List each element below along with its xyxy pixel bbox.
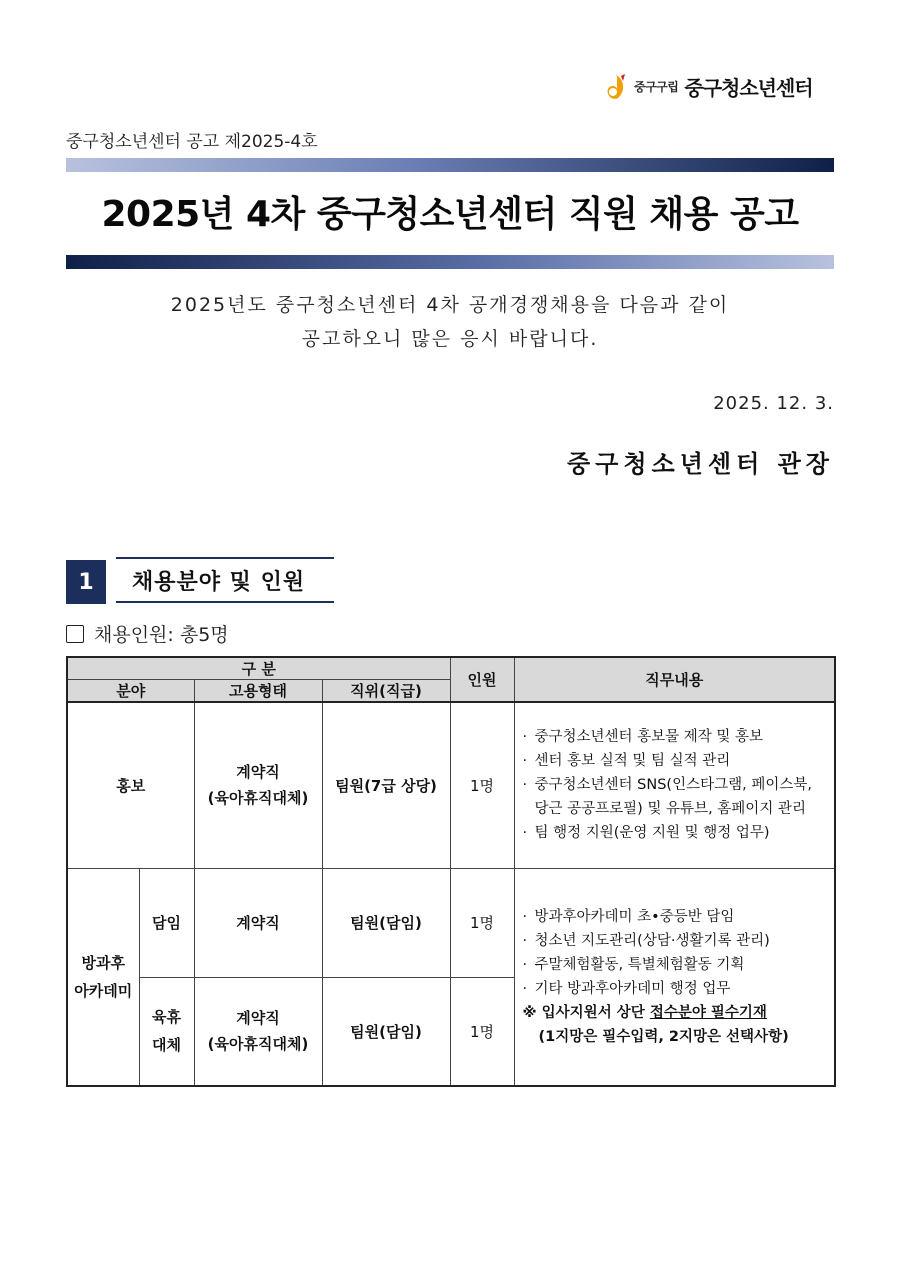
header-group: 구 분: [67, 657, 450, 680]
recruit-count: 채용인원: 총5명: [94, 624, 229, 646]
field-pr: 홍보: [67, 702, 194, 868]
section-title: 채용분야 및 인원: [116, 557, 334, 603]
top-gradient-bar: [66, 158, 834, 172]
sub-leave-line2: 대체: [152, 1036, 181, 1055]
duty-item: · 청소년 지도관리(상담·생활기록 관리): [523, 929, 827, 953]
table-row: [67, 868, 835, 977]
employment-pr-line2: (육아휴직대체): [207, 789, 309, 808]
recruit-count-line: [66, 620, 229, 647]
table-row: [67, 702, 835, 868]
headcount-pr: 1명: [450, 702, 514, 868]
intro-line-2: 공고하오니 많은 응시 바랍니다.: [301, 328, 599, 350]
checkbox-icon: [66, 625, 84, 643]
position-pr: 팀원(7급 상당): [322, 702, 450, 868]
field-academy: [67, 868, 139, 1086]
duty-item: · 중구청소년센터 SNS(인스타그램, 페이스북, 당근 공공프로필) 및 유튜브, 홈페이지 관리: [523, 773, 827, 821]
employment-homeroom: 계약직: [194, 868, 322, 977]
duties-pr: [514, 702, 835, 868]
intro-text: [66, 288, 834, 356]
note-prefix: ※ 입사지원서 상단: [522, 1004, 650, 1021]
duty-item: · 중구청소년센터 홍보물 제작 및 홍보: [523, 725, 827, 749]
notice-number: 중구청소년센터 공고 제2025-4호: [66, 132, 318, 152]
employment-pr: [194, 702, 322, 868]
intro-line-1: 2025년도 중구청소년센터 4차 공개경쟁채용을 다음과 같이: [170, 294, 730, 316]
duty-item: · 기타 방과후아카데미 행정 업무: [523, 977, 827, 1001]
duty-item: · 방과후아카데미 초•중등반 담임: [523, 905, 827, 929]
bottom-gradient-bar: [66, 255, 834, 269]
employment-pr-line1: 계약직: [236, 763, 280, 782]
note-underlined: 접수분야 필수기재: [649, 1004, 767, 1021]
employment-leave: [194, 977, 322, 1086]
duty-item: · 팀 행정 지원(운영 지원 및 행정 업무): [523, 821, 827, 845]
position-homeroom: 팀원(담임): [322, 868, 450, 977]
sub-leave: [139, 977, 194, 1086]
headcount-homeroom: 1명: [450, 868, 514, 977]
field-academy-line1: 방과후: [81, 953, 125, 972]
header-headcount: 인원: [450, 657, 514, 702]
logo-mark-icon: [604, 73, 628, 101]
signer: 중구청소년센터 관장: [566, 450, 834, 478]
position-leave: 팀원(담임): [322, 977, 450, 1086]
duties-academy: [514, 868, 835, 1086]
logo-small-text: 중구구립: [634, 80, 679, 94]
header-duties: 직무내용: [514, 657, 835, 702]
required-note: [523, 1001, 827, 1025]
header-employment: 고용형태: [194, 680, 322, 703]
field-academy-line2: 아카데미: [74, 981, 133, 1000]
duty-item: · 주말체험활동, 특별체험활동 기획: [523, 953, 827, 977]
employment-leave-line1: 계약직: [236, 1009, 280, 1028]
headcount-leave: 1명: [450, 977, 514, 1086]
sub-homeroom: 담임: [139, 868, 194, 977]
header-field: 분야: [67, 680, 194, 703]
recruitment-table: [66, 656, 836, 1087]
header-position: 직위(직급): [322, 680, 450, 703]
duty-item: · 센터 홍보 실적 및 팀 실적 관리: [523, 749, 827, 773]
note-sub: (1지망은 필수입력, 2지망은 선택사항): [538, 1028, 789, 1045]
employment-leave-line2: (육아휴직대체): [207, 1035, 309, 1054]
section-number: 1: [66, 560, 106, 604]
logo-big-text: 중구청소년센터: [684, 76, 813, 100]
sub-leave-line1: 육휴: [152, 1008, 181, 1027]
center-logo: [604, 72, 813, 101]
page-title: 2025년 4차 중구청소년센터 직원 채용 공고: [101, 194, 799, 235]
notice-date: 2025. 12. 3.: [713, 393, 834, 414]
